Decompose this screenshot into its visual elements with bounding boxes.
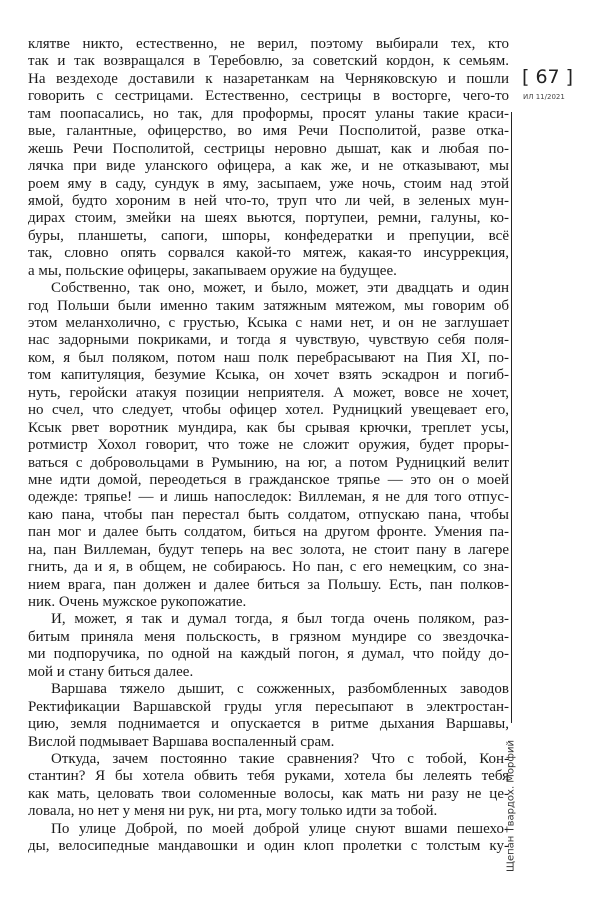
text-line: так, словно опять сорвался какой-то мятеж, какая-то инсуррекция, bbox=[28, 245, 509, 262]
text-line: ник. Очень мужское рукопожатие. bbox=[28, 594, 247, 610]
text-line: пан мог и далее быть солдатом, биться на другом фронте. Умения па- bbox=[28, 524, 509, 541]
text-line: но счел, что следует, чтобы офицер хотел. Рудницкий увещевает его, bbox=[28, 402, 509, 419]
text-line: ваться с добровольцами в Румынию, на юг, а потом Рудницкий велит bbox=[28, 454, 509, 471]
text-line: мой и стану биться далее. bbox=[28, 663, 194, 680]
text-line: а мы, польские офицеры, закапываем оружие на будущее. bbox=[28, 262, 397, 279]
text-line: ды, велосипедные мандавошки и один клоп пролетки с толстым ку- bbox=[28, 838, 509, 855]
text-line: ротмистр Хохол говорит, что тоже не сложит оружия, будет проры- bbox=[28, 437, 509, 454]
text-line: ком, я был поляком, потом наш полк перебрасывают на Пия XI, по- bbox=[28, 349, 509, 366]
text-line: одежде: тряпье! — и лишь напоследок: Виллеман, я не для того отпус- bbox=[28, 489, 509, 506]
issue-label: ИЛ 11/2021 bbox=[523, 93, 565, 101]
text-line: говорить с сестрицами. Естественно, сестрицы в восторге, чего-то bbox=[28, 88, 509, 105]
text-line: том капитуляция, безумие Ксыка, он хочет взять эскадрон и погиб- bbox=[28, 367, 509, 384]
text-line: так и так возвращался в Теребовлю, за советский кордон, к семьям. bbox=[28, 53, 509, 70]
text-line: год Польши были именно таким затяжным мятежом, мы говорим об bbox=[28, 297, 509, 314]
text-line: нием врага, пан должен и далее биться за Польшу. Есть, пан полков- bbox=[28, 576, 509, 593]
text-line: лячка при виде уланского офицера, а как же, и не отказывают, мы bbox=[28, 158, 509, 175]
text-line: По улице Доброй, по моей доброй улице снуют вшами пешехо- bbox=[51, 820, 509, 837]
text-line: И, может, я так и думал тогда, я был тогда очень поляком, раз- bbox=[51, 611, 509, 628]
text-line: Варшава тяжело дышит, с сожженных, разбомбленных заводов bbox=[51, 681, 509, 698]
text-line: клятве никто, естественно, не верил, поэтому выбирали тех, кто bbox=[28, 36, 509, 52]
text-line: Вислой подмывает Варшава воспаленный срам. bbox=[28, 733, 335, 750]
text-line: Ксык рвет воротник мундира, как бы срывая крючки, треплет усы, bbox=[28, 419, 509, 436]
text-line: как мать, целовать твои соломенные волосы, как мать ни разу не це- bbox=[28, 785, 509, 802]
text-line: роем яму в саду, сундук в яму, засыпаем, уже ночь, стоим над этой bbox=[28, 175, 509, 192]
text-line: ямой, будто хороним в ней что-то, труп что ли чей, в зеленых мун- bbox=[28, 192, 509, 209]
text-line: Ректификации Варшавской груды угля пересыпают в электростан- bbox=[28, 698, 509, 715]
text-line: нас задорными покриками, и тогда я чувствую, чувствую себя поля- bbox=[28, 332, 509, 349]
running-title: Щепан Твардох. Морфий bbox=[505, 740, 517, 872]
text-line: нуть, геройски атакуя позиции неприятеля. А может, вовсе не хочет, bbox=[28, 384, 509, 401]
text-line: стантин? Я бы хотела обвить тебя руками, хотела бы лелеять тебя bbox=[28, 768, 509, 785]
body-text bbox=[28, 36, 509, 856]
text-line: ми подпоручика, по одной на каждый погон, я думал, что пойду до- bbox=[28, 646, 509, 663]
text-line: этом меланхолично, с грустью, Ксыка с нами нет, и он не заглушает bbox=[28, 315, 509, 331]
text-line: ловала, но нет у меня ни рук, ни рта, могу только идти за тобой. bbox=[28, 803, 438, 820]
text-line: На вездеходе доставили к назаретанкам на Черняковскую и пошли bbox=[28, 70, 509, 87]
text-line: Собственно, так оно, может, и было, может, эти двадцать и один bbox=[51, 280, 509, 297]
text-line: гнить, да и я, в общем, не собираюсь. Но пан, с его немецким, со зна- bbox=[28, 559, 509, 576]
text-line: жешь Речи Посполитой, сестрицы неровно дышат, как и любая по- bbox=[28, 140, 509, 157]
text-line: мне идти домой, переодеться в гражданское тряпье — это он о моей bbox=[28, 471, 509, 488]
text-line: буры, планшеты, сапоги, шпоры, конфедератки и препуции, всё bbox=[28, 227, 509, 244]
text-line: битым приняла меня польскость, в грязном мундире со звездочка- bbox=[28, 628, 509, 645]
margin-rule bbox=[511, 112, 512, 723]
text-line: там поопасались, но так, для проформы, просят уланы такие краси- bbox=[28, 105, 509, 122]
text-line: вые, галантные, офицерство, во имя Речи Посполитой, разве отка- bbox=[28, 123, 509, 140]
page-number: [ 67 ] bbox=[522, 66, 574, 88]
text-line: каю пана, чтобы пан перестал быть солдатом, отпускаю пана, чтобы bbox=[28, 506, 509, 523]
text-line: Откуда, зачем постоянно такие сравнения? Что с тобой, Кон- bbox=[51, 750, 509, 767]
text-line: дирах стоим, змейки на шеях вьются, портупеи, ремни, галуны, ко- bbox=[28, 210, 509, 227]
text-line: на, пан Виллеман, будут теперь на вес золота, не стоит пану в лагере bbox=[28, 541, 509, 558]
text-line: цию, земля поднимается и опускается в ритме дыхания Варшавы, bbox=[28, 716, 509, 733]
